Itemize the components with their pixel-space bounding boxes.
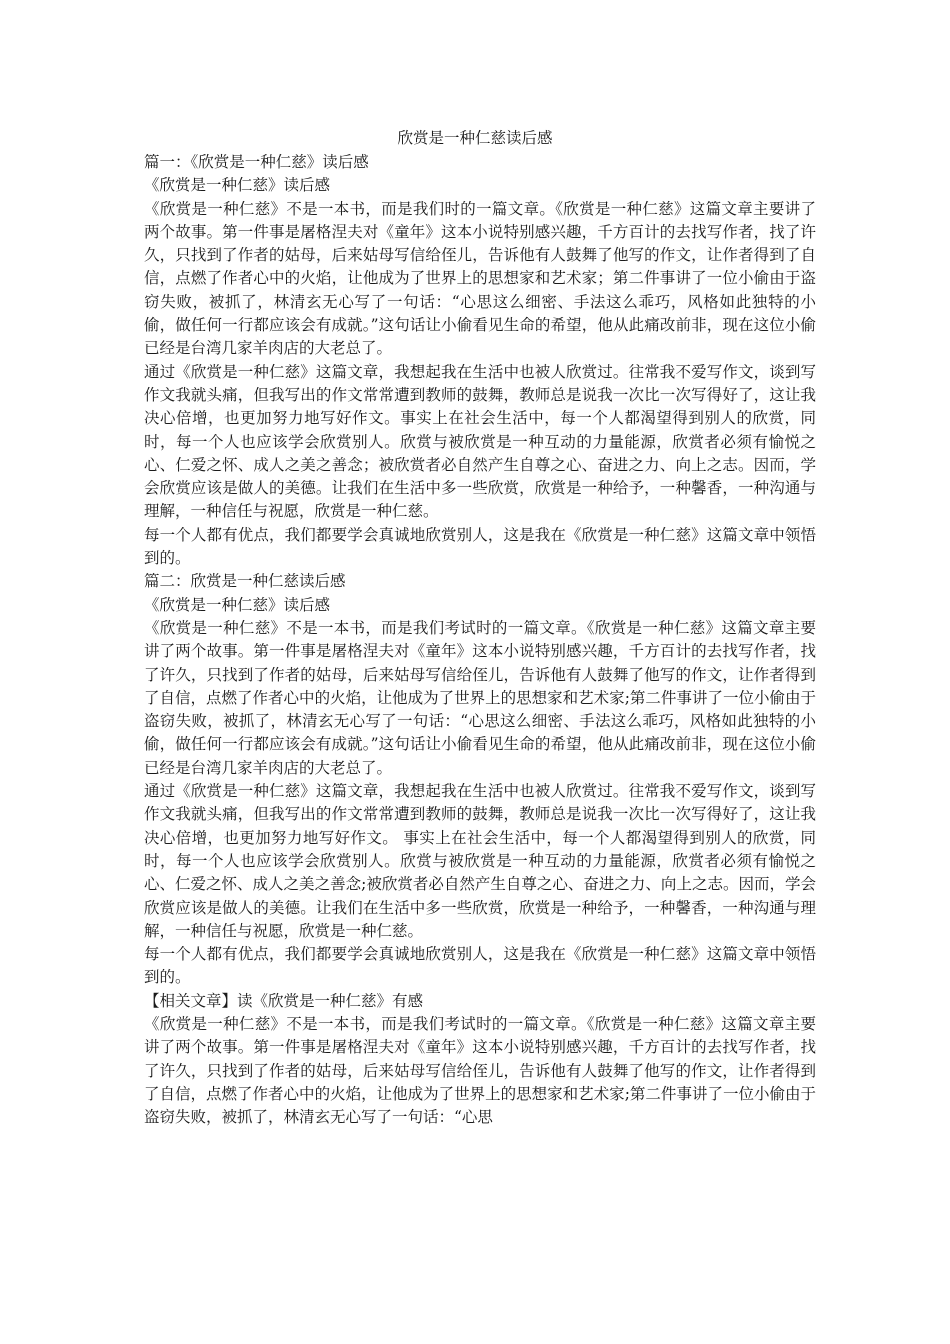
- related-article-heading: 【相关文章】读《欣赏是一种仁慈》有感: [144, 991, 424, 1010]
- paragraph: 通过《欣赏是一种仁慈》这篇文章，我想起我在生活中也被人欣赏过。往常我不爱写作文，谈到写作文我就头痛，但我写出的作文常常遭到教师的鼓舞，教师总是说我一次比一次写得好了，这让我决心倍增，也更加努力地写好作文。事实上在社会生活中，每一个人都渴望得到别人的欣赏，同时，每一个人也应该学会欣赏别人。欣赏与被欣赏是一种互动的力量能源，欣赏者必须有愉悦之心、仁爱之怀、成人之美之善念；被欣赏者必自然产生自尊之心、奋进之力、向上之志。因而，学会欣赏应该是做人的美德。让我们在生活中多一些欣赏，欣赏是一种给予，一种馨香，一种沟通与理解，一种信任与祝愿，欣赏是一种仁慈。: [144, 362, 816, 521]
- document-body: [144, 151, 816, 1129]
- paragraph: 《欣赏是一种仁慈》不是一本书，而是我们考试时的一篇文章。《欣赏是一种仁慈》这篇文章主要讲了两个故事。第一件事是屠格涅夫对《童年》这本小说特别感兴趣，千方百计的去找写作者，找了许久，只找到了作者的姑母，后来姑母写信给侄儿，告诉他有人鼓舞了他写的作文，让作者得到了自信，点燃了作者心中的火焰，让他成为了世界上的思想家和艺术家;第二件事讲了一位小偷由于盗窃失败，被抓了，林清玄无心写了一句话：“心思: [144, 1014, 816, 1127]
- section-heading-1: 篇一：《欣赏是一种仁慈》读后感: [144, 153, 369, 171]
- section-heading-2: 篇二：欣赏是一种仁慈读后感: [144, 572, 346, 591]
- subheading: 《欣赏是一种仁慈》读后感: [144, 176, 331, 195]
- document-title: 欣赏是一种仁慈读后感: [397, 129, 553, 147]
- subheading: 《欣赏是一种仁慈》读后感: [144, 595, 331, 614]
- paragraph: 通过《欣赏是一种仁慈》这篇文章，我想起我在生活中也被人欣赏过。往常我不爱写作文，谈到写作文我就头痛，但我写出的作文常常遭到教师的鼓舞，教师总是说我一次比一次写得好了，这让我决心倍增，也更加努力地写好作文。 事实上在社会生活中，每一个人都渴望得到别人的欣赏，同时，每一个人也应该学会欣赏别人。欣赏与被欣赏是一种互动的力量能源，欣赏者必须有愉悦之心、仁爱之怀、成人之美之善念;被欣赏者必自然产生自尊之心、奋进之力、向上之志。因而，学会欣赏应该是做人的美德。让我们在生活中多一些欣赏，欣赏是一种给予，一种馨香，一种沟通与理解，一种信任与祝愿，欣赏是一种仁慈。: [144, 782, 816, 940]
- paragraph: 每一个人都有优点，我们都要学会真诚地欣赏别人，这是我在《欣赏是一种仁慈》这篇文章中领悟到的。: [144, 945, 816, 987]
- paragraph: 《欣赏是一种仁慈》不是一本书，而是我们考试时的一篇文章。《欣赏是一种仁慈》这篇文章主要讲了两个故事。第一件事是屠格涅夫对《童年》这本小说特别感兴趣，千方百计的去找写作者，找了许久，只找到了作者的姑母，后来姑母写信给侄儿，告诉他有人鼓舞了他写的作文，让作者得到了自信，点燃了作者心中的火焰，让他成为了世界上的思想家和艺术家;第二件事讲了一位小偷由于盗窃失败，被抓了，林清玄无心写了一句话：“心思这么细密、手法这么乖巧，风格如此独特的小偷，做任何一行都应该会有成就。”这句话让小偷看见生命的希望，他从此痛改前非，现在这位小偷已经是台湾几家羊肉店的大老总了。: [144, 618, 816, 777]
- paragraph: 每一个人都有优点，我们都要学会真诚地欣赏别人，这是我在《欣赏是一种仁慈》这篇文章中领悟到的。: [144, 525, 816, 568]
- paragraph: 《欣赏是一种仁慈》不是一本书，而是我们时的一篇文章。《欣赏是一种仁慈》这篇文章主要讲了两个故事。第一件事是屠格涅夫对《童年》这本小说特别感兴趣，千方百计的去找写作者，找了许久，只找到了作者的姑母，后来姑母写信给侄儿，告诉他有人鼓舞了他写的作文，让作者得到了自信，点燃了作者心中的火焰，让他成为了世界上的思想家和艺术家；第二件事讲了一位小偷由于盗窃失败，被抓了，林清玄无心写了一句话：“心思这么细密、手法这么乖巧，风格如此独特的小偷，做任何一行都应该会有成就。”这句话让小偷看见生命的希望，他从此痛改前非，现在这位小偷已经是台湾几家羊肉店的大老总了。: [144, 199, 816, 358]
